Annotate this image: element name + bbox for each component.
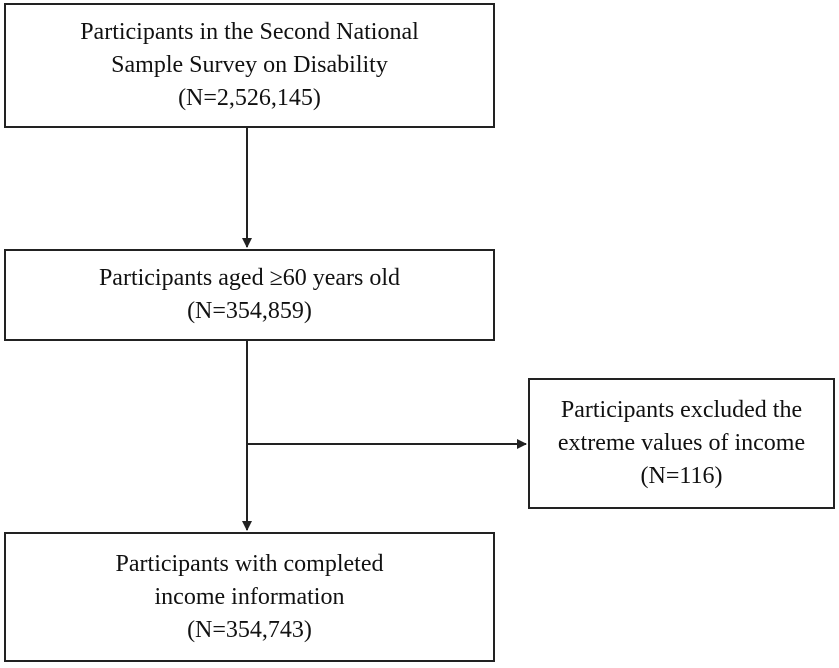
box-text-line: income information: [154, 583, 345, 610]
box-text-line: extreme values of income: [557, 430, 806, 456]
box-excluded-extreme-income: [528, 378, 835, 509]
box-text-line: Participants aged ≥60 years old: [98, 265, 401, 291]
box-count: (N=354,859): [187, 298, 312, 324]
box-text-line: Sample Survey on Disability: [111, 52, 388, 78]
box-text-line: Participants with completed: [115, 550, 384, 577]
box-completed-income: [4, 532, 495, 662]
box-text-line: Participants in the Second National: [80, 19, 419, 45]
box-count: (N=116): [640, 463, 723, 489]
box-count: (N=2,526,145): [178, 85, 321, 111]
box-survey-participants: [4, 3, 495, 128]
box-count: (N=354,743): [187, 616, 312, 643]
box-aged-60-plus: [4, 249, 495, 341]
box-text-line: Participants excluded the: [560, 397, 803, 423]
